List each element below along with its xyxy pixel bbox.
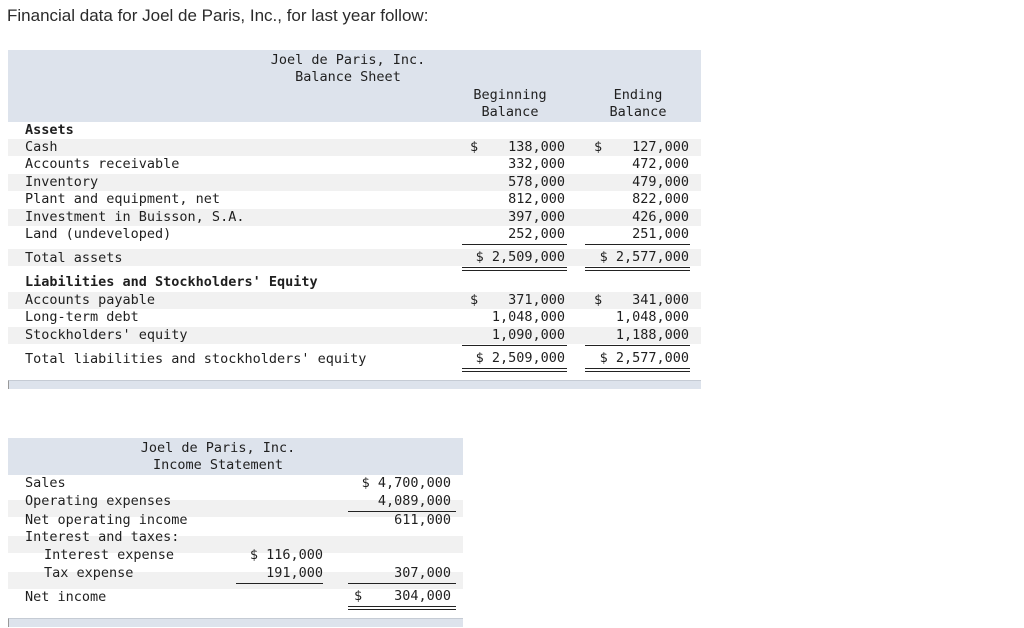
- ap-begin: 371,000: [508, 292, 565, 308]
- interest-expense-label: Interest expense: [44, 547, 175, 563]
- is-title: Income Statement: [152, 457, 284, 473]
- investment-begin: 397,000: [508, 209, 565, 225]
- subtotal-rule: [462, 345, 567, 346]
- table-footer-bar: [8, 380, 701, 389]
- noi-label: Net operating income: [25, 512, 188, 528]
- is-company-name: Joel de Paris, Inc.: [140, 440, 296, 456]
- assets-heading: Assets: [25, 122, 74, 138]
- noi-value: 611,000: [394, 512, 451, 528]
- interest-expense-value: $ 116,000: [249, 547, 323, 563]
- land-begin: 252,000: [508, 226, 565, 242]
- ppe-begin: 812,000: [508, 191, 565, 207]
- ap-end: 341,000: [632, 292, 689, 308]
- ap-label: Accounts payable: [25, 292, 156, 308]
- investment-label: Investment in Buisson, S.A.: [25, 209, 245, 225]
- total-double-rule: [585, 368, 690, 372]
- se-begin: 1,090,000: [491, 327, 565, 343]
- inventory-end: 479,000: [632, 174, 689, 190]
- tax-expense-label: Tax expense: [44, 565, 134, 581]
- cash-label: Cash: [25, 139, 58, 155]
- land-label: Land (undeveloped): [25, 226, 172, 242]
- sales-value: $ 4,700,000: [361, 475, 451, 491]
- income-statement-table: [8, 438, 463, 628]
- total-double-rule: [585, 267, 690, 271]
- total-assets-begin: $ 2,509,000: [475, 249, 565, 265]
- sales-label: Sales: [25, 475, 66, 491]
- table-footer-bar: [8, 618, 463, 627]
- ppe-end: 822,000: [632, 191, 689, 207]
- bs-company-name: Joel de Paris, Inc.: [270, 52, 426, 68]
- opex-value: 4,089,000: [377, 493, 451, 509]
- ap-begin-currency: $: [470, 292, 479, 308]
- ar-begin: 332,000: [508, 156, 565, 172]
- total-double-rule: [348, 606, 456, 610]
- total-le-begin: $ 2,509,000: [475, 350, 565, 366]
- total-assets-label: Total assets: [25, 250, 123, 266]
- bs-col-end-1: Ending: [613, 87, 663, 103]
- subtotal-rule: [585, 345, 690, 346]
- net-income-label: Net income: [25, 589, 107, 605]
- ap-end-currency: $: [594, 292, 603, 308]
- ar-end: 472,000: [632, 156, 689, 172]
- investment-end: 426,000: [632, 209, 689, 225]
- total-le-end: $ 2,577,000: [599, 350, 689, 366]
- land-end: 251,000: [632, 226, 689, 242]
- se-label: Stockholders' equity: [25, 327, 188, 343]
- ar-label: Accounts receivable: [25, 156, 180, 172]
- bs-col-begin-1: Beginning: [473, 87, 547, 103]
- subtotal-rule: [348, 583, 456, 584]
- ppe-label: Plant and equipment, net: [25, 191, 221, 207]
- subtotal-rule: [236, 583, 323, 584]
- net-income-value: 304,000: [394, 588, 451, 604]
- ltd-label: Long-term debt: [25, 309, 139, 325]
- total-assets-end: $ 2,577,000: [599, 249, 689, 265]
- interest-taxes-total: 307,000: [394, 565, 451, 581]
- tax-expense-value: 191,000: [266, 565, 323, 581]
- inventory-label: Inventory: [25, 174, 99, 190]
- total-double-rule: [462, 368, 567, 372]
- opex-label: Operating expenses: [25, 493, 172, 509]
- net-income-currency: $: [354, 588, 363, 604]
- total-le-label: Total liabilities and stockholders' equity: [25, 351, 367, 367]
- intro-text: Financial data for Joel de Paris, Inc., for last year follow:: [7, 6, 429, 25]
- se-end: 1,188,000: [615, 327, 689, 343]
- inventory-begin: 578,000: [508, 174, 565, 190]
- bs-col-end-2: Balance: [609, 104, 667, 120]
- interest-taxes-label: Interest and taxes:: [25, 529, 180, 545]
- balance-sheet-table: [8, 50, 701, 390]
- subtotal-rule: [462, 244, 567, 245]
- liabilities-heading: Liabilities and Stockholders' Equity: [25, 274, 318, 290]
- subtotal-rule: [585, 244, 690, 245]
- cash-begin: 138,000: [508, 139, 565, 155]
- bs-col-begin-2: Balance: [481, 104, 539, 120]
- cash-begin-currency: $: [470, 139, 479, 155]
- cash-end-currency: $: [594, 139, 603, 155]
- ltd-begin: 1,048,000: [491, 309, 565, 325]
- bs-title: Balance Sheet: [295, 69, 401, 85]
- cash-end: 127,000: [632, 139, 689, 155]
- total-double-rule: [462, 267, 567, 271]
- ltd-end: 1,048,000: [615, 309, 689, 325]
